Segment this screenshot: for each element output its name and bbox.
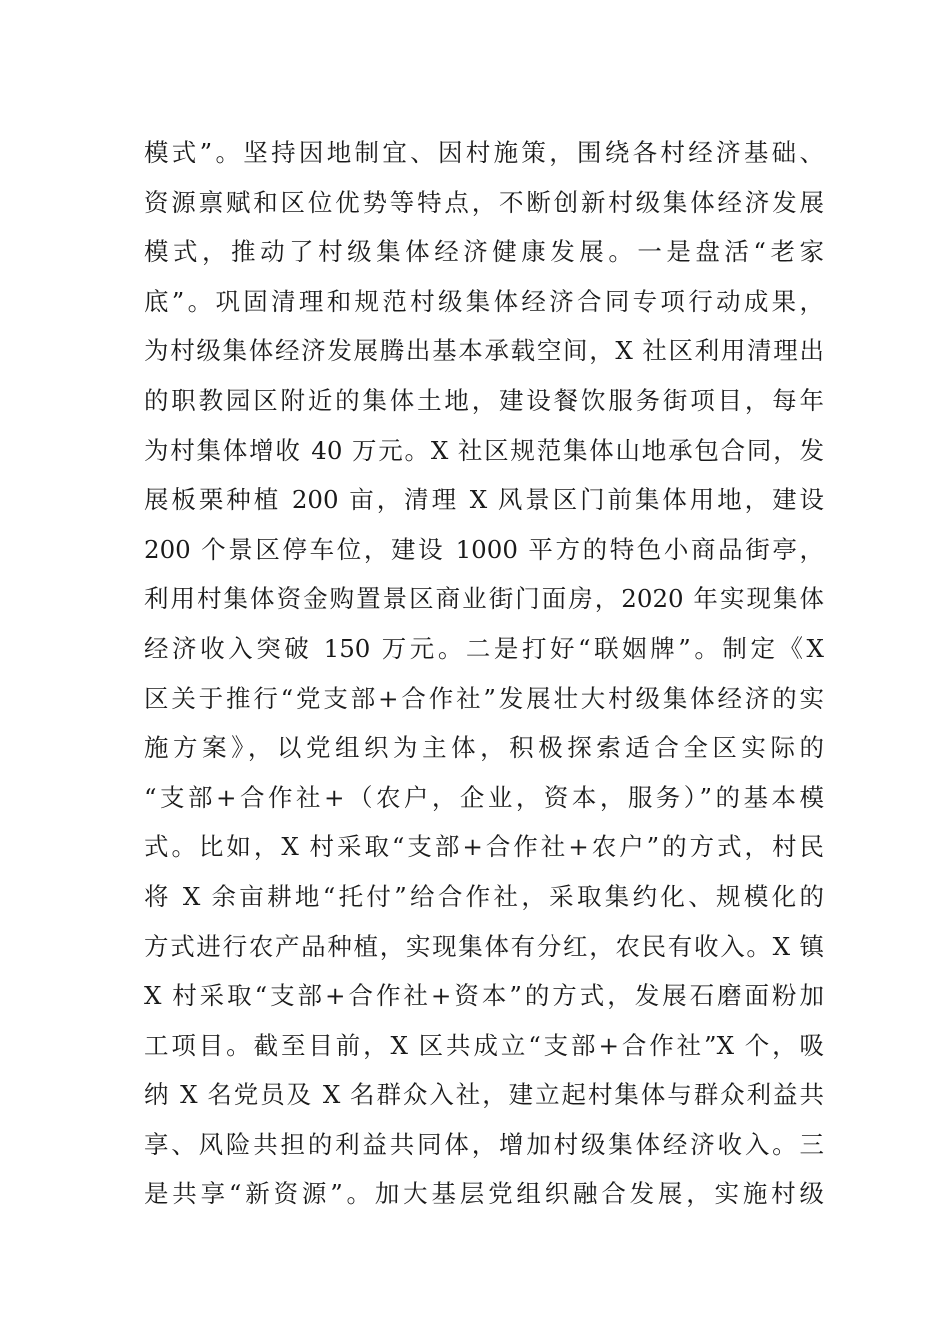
text-line-content: 施方案》，以党组织为主体，积极探索适合全区实际的	[144, 733, 824, 763]
text-line	[144, 922, 824, 972]
text-line-content: 纳 X 名党员及 X 名群众入社，建立起村集体与群众利益共	[144, 1080, 824, 1110]
text-line-content: 方式进行农产品种植，实现集体有分红，农民有收入。X 镇	[144, 931, 824, 961]
text-line-content: 模式，推动了村级集体经济健康发展。一是盘活“老家	[144, 237, 824, 267]
text-line-content: 工项目。截至目前，X 区共成立“支部+合作社”X 个，吸	[144, 1030, 824, 1060]
text-line-content: 为村集体增收 40 万元。X 社区规范集体山地承包合同，发	[144, 435, 824, 465]
text-line-content: 模式”。坚持因地制宜、因村施策，围绕各村经济基础、	[144, 138, 824, 167]
text-line	[144, 128, 824, 178]
text-line	[144, 1169, 824, 1219]
text-line-content: 享、风险共担的利益共同体，增加村级集体经济收入。三	[144, 1129, 824, 1159]
text-line	[144, 277, 824, 327]
text-line-content: 利用村集体资金购置景区商业街门面房，2020 年实现集体	[144, 584, 824, 614]
text-line-content: 展板栗种植 200 亩，清理 X 风景区门前集体用地，建设	[144, 485, 824, 515]
text-line-content: “支部+合作社+（农户，企业，资本，服务）”的基本模	[144, 782, 824, 812]
text-line	[144, 1021, 824, 1071]
text-line	[144, 525, 824, 575]
text-line	[144, 971, 824, 1021]
text-line	[144, 1120, 824, 1170]
text-line	[144, 426, 824, 476]
text-line	[144, 574, 824, 624]
text-line-content: 区关于推行“党支部+合作社”发展壮大村级集体经济的实	[144, 683, 824, 713]
text-line	[144, 773, 824, 823]
text-line	[144, 723, 824, 773]
text-line	[144, 674, 824, 724]
text-line	[144, 178, 824, 228]
text-line-content: 资源禀赋和区位优势等特点，不断创新村级集体经济发展	[144, 187, 824, 217]
text-line-content: 是共享“新资源”。加大基层党组织融合发展，实施村级	[144, 1179, 824, 1209]
text-line	[144, 475, 824, 525]
text-line-content: 的职教园区附近的集体土地，建设餐饮服务街项目，每年	[144, 385, 824, 415]
text-line	[144, 872, 824, 922]
text-line	[144, 227, 824, 277]
text-line	[144, 822, 824, 872]
text-line	[144, 1070, 824, 1120]
text-line-content: 为村级集体经济发展腾出基本承载空间，X 社区利用清理出	[144, 336, 824, 366]
body-paragraph	[144, 128, 824, 1219]
text-line-content: 将 X 余亩耕地“托付”给合作社，采取集约化、规模化的	[144, 881, 824, 911]
text-line-content: 底”。巩固清理和规范村级集体经济合同专项行动成果，	[144, 286, 824, 316]
text-line	[144, 376, 824, 426]
text-line-content: 经济收入突破 150 万元。二是打好“联姻牌”。制定《X	[144, 633, 824, 663]
text-line	[144, 326, 824, 376]
text-line-content: 200 个景区停车位，建设 1000 平方的特色小商品街亭，	[144, 534, 824, 564]
text-line-content: X 村采取“支部+合作社+资本”的方式，发展石磨面粉加	[144, 981, 824, 1011]
text-line	[144, 624, 824, 674]
text-line-content: 式。比如，X 村采取“支部+合作社+农户”的方式，村民	[144, 832, 824, 862]
